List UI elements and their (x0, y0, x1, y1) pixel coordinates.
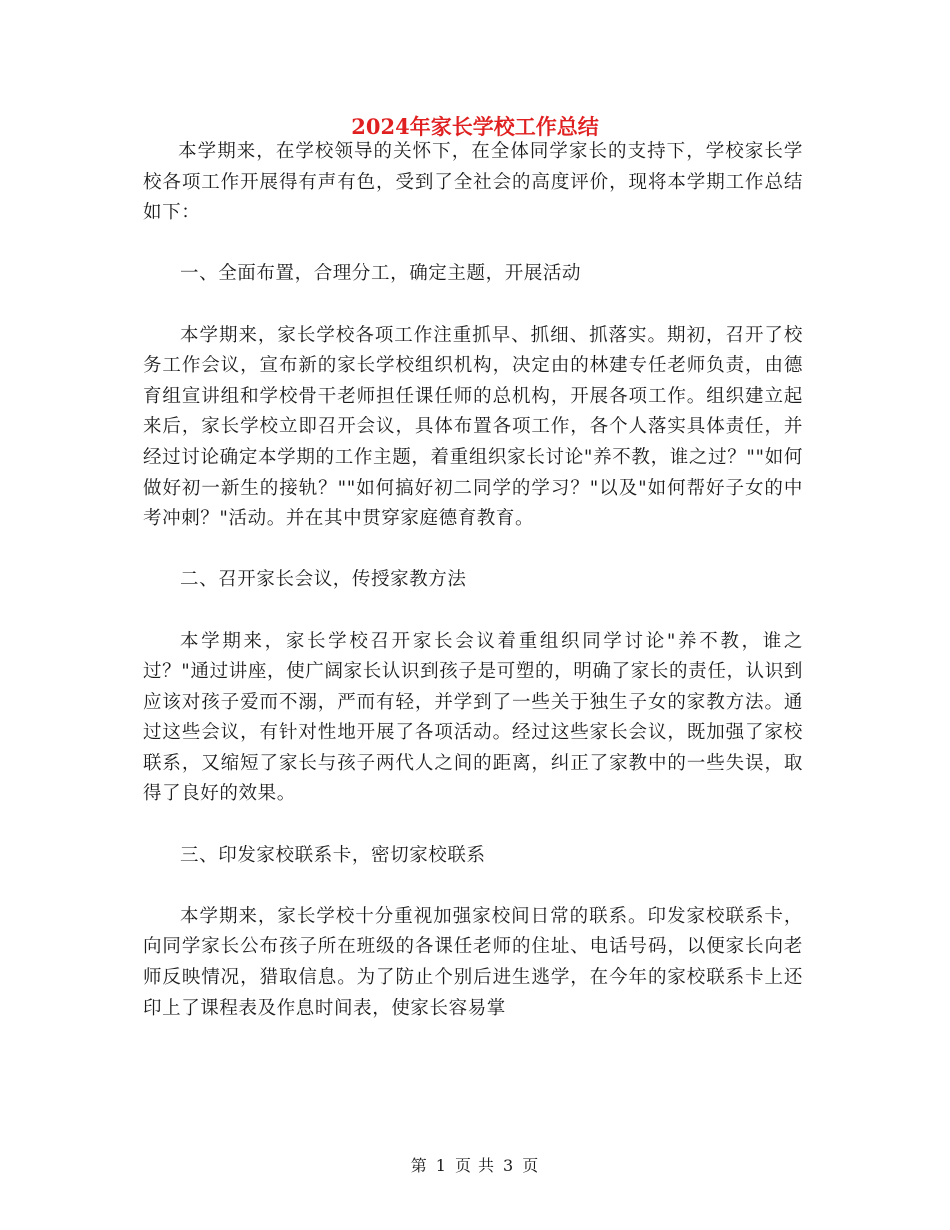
spacer (143, 596, 803, 627)
section-heading-1: 一、全面布置，合理分工，确定主题，开展活动 (180, 263, 582, 285)
spacer (143, 810, 803, 841)
section-heading-2: 二、召开家长会议，传授家教方法 (180, 569, 467, 591)
footer-page-number: 1 (435, 1156, 447, 1175)
section-heading-3: 三、印发家校联系卡，密切家校联系 (180, 844, 486, 866)
spacer (143, 871, 803, 902)
footer-prefix: 第 (410, 1156, 428, 1175)
page-footer (0, 1153, 950, 1176)
spacer (143, 535, 803, 566)
document-title: 2024年家长学校工作总结 (351, 114, 599, 139)
section-body-3: 本学期来，家长学校十分重视加强家校间日常的联系。印发家校联系卡，向同学家长公布孩子所在班级的各课任老师的住址、电话号码，以便家长向老师反映情况，猎取信息。为了防止个别后进生逃学，在今年的家校联系卡上还印上了课程表及作息时间表，使家长容易掌 (143, 905, 803, 1019)
spacer (143, 229, 803, 260)
footer-total-pages: 3 (503, 1156, 515, 1175)
footer-middle: 页 共 (454, 1156, 496, 1175)
section-body-2: 本学期来，家长学校召开家长会议着重组织同学讨论"养不教，谁之过？"通过讲座，使广阔家长认识到孩子是可塑的，明确了家长的责任，认识到应该对孩子爱而不溺，严而有轻，并学到了一些关于独生子女的家教方法。通过这些会议，有针对性地开展了各项活动。经过这些家长会议，既加强了家校联系，又缩短了家长与孩子两代人之间的距离，纠正了家教中的一些失误，取得了良好的效果。 (143, 630, 803, 805)
spacer (143, 290, 803, 321)
footer-suffix: 页 (522, 1156, 540, 1175)
document-body (143, 137, 803, 1024)
intro-paragraph: 本学期来，在学校领导的关怀下，在全体同学家长的支持下，学校家长学校各项工作开展得有声有色，受到了全社会的高度评价，现将本学期工作总结如下： (143, 141, 803, 224)
section-body-1: 本学期来，家长学校各项工作注重抓早、抓细、抓落实。期初，召开了校务工作会议，宣布新的家长学校组织机构，决定由的林建专任老师负责，由德育组宣讲组和学校骨干老师担任课任师的总机构，开展各项工作。组织建立起来后，家长学校立即召开会议，具体布置各项工作，各个人落实具体责任，并经过讨论确定本学期的工作主题，着重组织家长讨论"养不教，谁之过？""如何做好初一新生的接轨？""如何搞好初二同学的学习？"以及"如何帮好子女的中考冲刺？"活动。并在其中贯穿家庭德育教育。 (143, 324, 803, 530)
